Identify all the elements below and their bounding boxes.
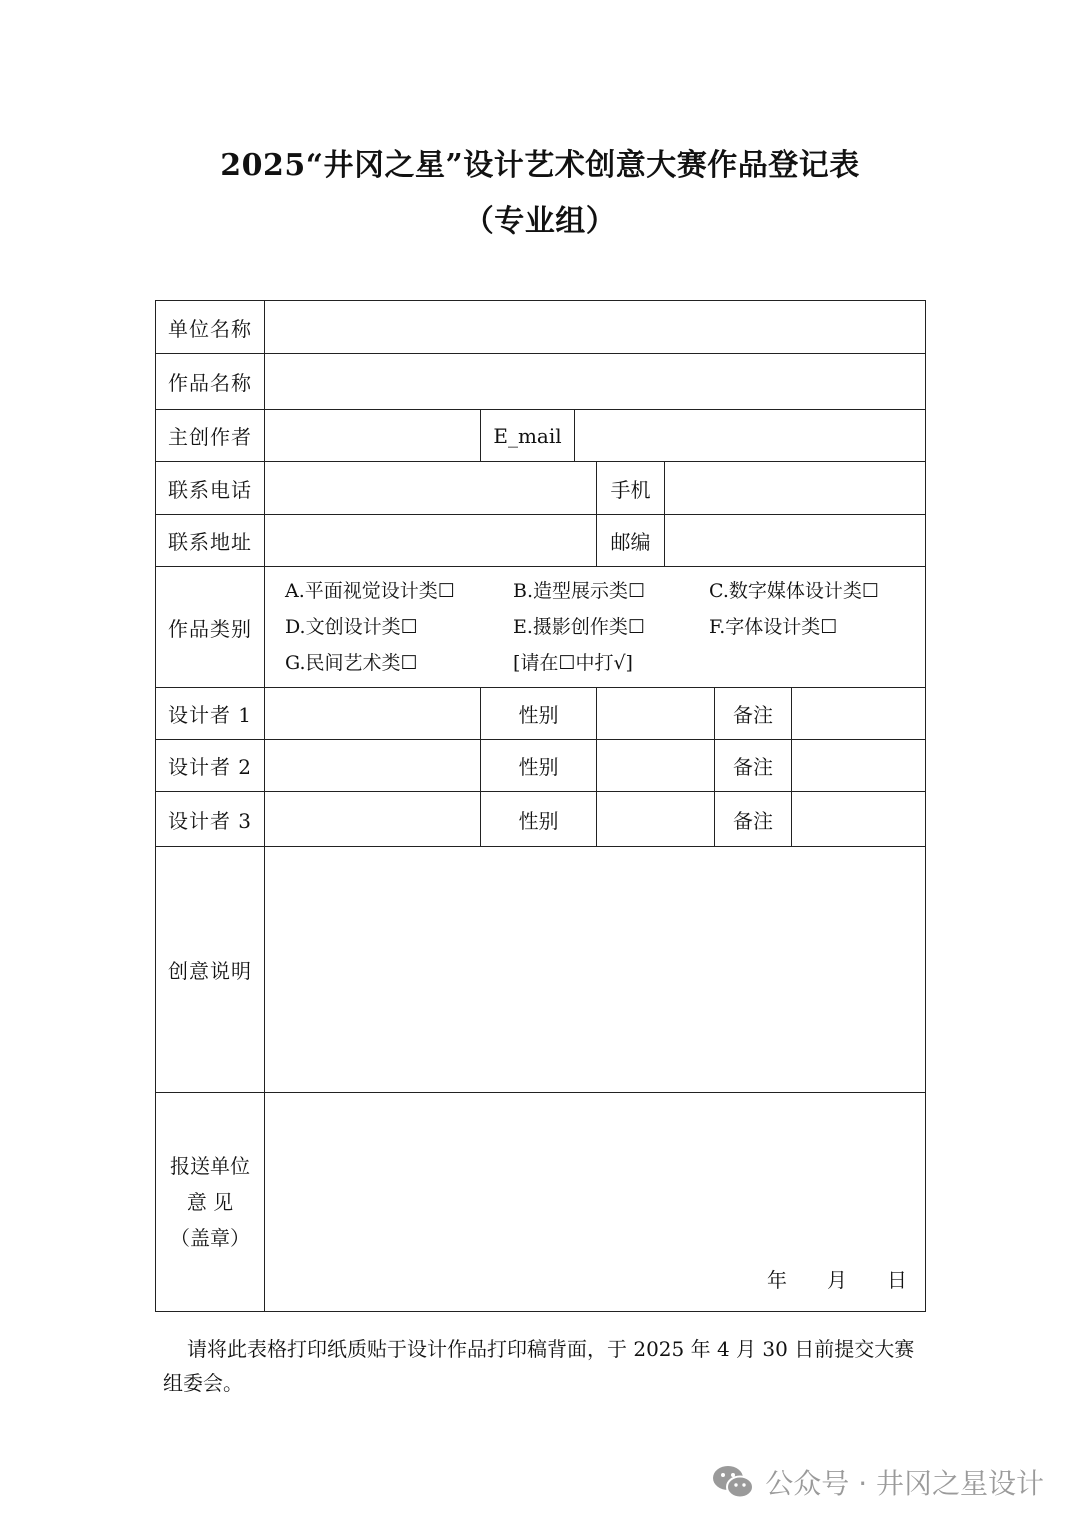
field-gender-1[interactable]: [597, 688, 715, 740]
label-opinion-line2: 意 见: [186, 1190, 234, 1214]
watermark-text: 公众号 · 井冈之星设计: [765, 1467, 1044, 1500]
category-option-b[interactable]: B.造型展示类☐: [513, 580, 646, 602]
label-phone: 联系电话: [156, 462, 265, 515]
date-line: [767, 1264, 907, 1293]
category-option-f[interactable]: F.字体设计类☐: [709, 616, 838, 638]
label-category: 作品类别: [156, 567, 265, 688]
field-remark-3[interactable]: [792, 792, 926, 847]
label-gender-1: 性别: [481, 688, 597, 740]
date-month-label: 月: [827, 1268, 848, 1292]
label-unit-name: 单位名称: [156, 301, 265, 354]
footnote: 请将此表格打印纸质贴于设计作品打印稿背面，于 2025 年 4 月 30 日前提交大赛组委会。: [163, 1337, 915, 1395]
field-work-name[interactable]: [265, 354, 926, 410]
row-opinion: [156, 1093, 926, 1312]
label-opinion-line3: （盖章）: [170, 1226, 250, 1250]
field-email[interactable]: [575, 410, 926, 462]
label-opinion-line1: 报送单位: [170, 1154, 250, 1178]
label-designer-2: 设计者 2: [156, 740, 265, 792]
field-postcode[interactable]: [665, 515, 926, 567]
page-title: 2025“井冈之星”设计艺术创意大赛作品登记表: [220, 148, 860, 183]
row-designer-1: [156, 688, 926, 740]
field-creative-desc[interactable]: [265, 847, 926, 1093]
page-subtitle: （专业组）: [463, 204, 617, 239]
field-gender-2[interactable]: [597, 740, 715, 792]
registration-form-table: [155, 300, 926, 1312]
label-remark-1: 备注: [715, 688, 792, 740]
category-options: [265, 567, 926, 688]
field-remark-1[interactable]: [792, 688, 926, 740]
field-phone[interactable]: [265, 462, 597, 515]
field-address[interactable]: [265, 515, 597, 567]
field-remark-2[interactable]: [792, 740, 926, 792]
label-remark-3: 备注: [715, 792, 792, 847]
field-main-creator[interactable]: [265, 410, 481, 462]
field-unit-name[interactable]: [265, 301, 926, 354]
label-designer-3: 设计者 3: [156, 792, 265, 847]
row-address: [156, 515, 926, 567]
label-opinion: [156, 1093, 265, 1312]
category-option-d[interactable]: D.文创设计类☐: [285, 616, 418, 638]
field-designer-3-name[interactable]: [265, 792, 481, 847]
field-designer-1-name[interactable]: [265, 688, 481, 740]
date-day-label: 日: [887, 1268, 908, 1292]
category-option-e[interactable]: E.摄影创作类☐: [513, 616, 645, 638]
category-option-a[interactable]: A.平面视觉设计类☐: [285, 580, 455, 602]
category-option-g[interactable]: G.民间艺术类☐: [285, 652, 418, 674]
label-gender-2: 性别: [481, 740, 597, 792]
label-gender-3: 性别: [481, 792, 597, 847]
label-mobile: 手机: [597, 462, 665, 515]
row-phone: [156, 462, 926, 515]
label-work-name: 作品名称: [156, 354, 265, 410]
row-unit-name: [156, 301, 926, 354]
row-designer-2: [156, 740, 926, 792]
category-option-c[interactable]: C.数字媒体设计类☐: [709, 580, 879, 602]
label-postcode: 邮编: [597, 515, 665, 567]
field-opinion[interactable]: [265, 1093, 926, 1312]
label-creative-desc: 创意说明: [156, 847, 265, 1093]
label-remark-2: 备注: [715, 740, 792, 792]
label-email: E_mail: [481, 410, 575, 462]
row-category: [156, 567, 926, 688]
field-gender-3[interactable]: [597, 792, 715, 847]
row-creative-desc: [156, 847, 926, 1093]
wechat-icon: [711, 1463, 755, 1501]
watermark: [711, 1462, 1044, 1502]
field-mobile[interactable]: [665, 462, 926, 515]
row-main-creator: [156, 410, 926, 462]
label-main-creator: 主创作者: [156, 410, 265, 462]
date-year-label: 年: [767, 1268, 788, 1292]
label-address: 联系地址: [156, 515, 265, 567]
field-designer-2-name[interactable]: [265, 740, 481, 792]
row-work-name: [156, 354, 926, 410]
label-designer-1: 设计者 1: [156, 688, 265, 740]
row-designer-3: [156, 792, 926, 847]
category-instruction: [请在☐中打√]: [513, 652, 633, 674]
